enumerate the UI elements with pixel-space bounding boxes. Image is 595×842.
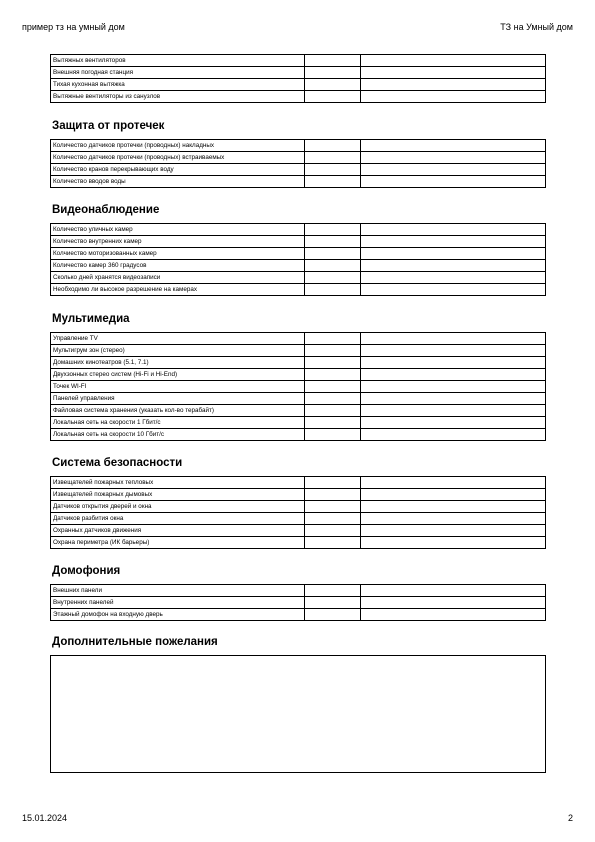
- table-row: [51, 609, 546, 621]
- notes-cell[interactable]: [361, 369, 546, 381]
- quantity-cell[interactable]: [305, 609, 361, 621]
- row-label: Количество внутренних камер: [51, 236, 305, 248]
- section-title-multimedia: Мультимедиа: [52, 313, 130, 325]
- table-row: [51, 525, 546, 537]
- table-row: [51, 152, 546, 164]
- security-table: [50, 476, 546, 549]
- row-label: Управление TV: [51, 333, 305, 345]
- leaks-table: [50, 139, 546, 188]
- notes-cell[interactable]: [361, 477, 546, 489]
- row-label: Датчиков открытия дверей и окна: [51, 501, 305, 513]
- page-number: 2: [567, 813, 573, 823]
- notes-cell[interactable]: [361, 357, 546, 369]
- table-row: [51, 284, 546, 296]
- quantity-cell[interactable]: [305, 248, 361, 260]
- quantity-cell[interactable]: [305, 176, 361, 188]
- row-label: Извещателей пожарных тепловых: [51, 477, 305, 489]
- table-row: [51, 357, 546, 369]
- notes-cell[interactable]: [361, 597, 546, 609]
- notes-cell[interactable]: [361, 345, 546, 357]
- table-row: [51, 513, 546, 525]
- section-title-security: Система безопасности: [52, 457, 183, 469]
- table-row: [51, 91, 546, 103]
- row-label: Охрана периметра (ИК барьеры): [51, 537, 305, 549]
- quantity-cell[interactable]: [305, 91, 361, 103]
- table-row: [51, 236, 546, 248]
- table-row: [51, 333, 546, 345]
- notes-cell[interactable]: [361, 140, 546, 152]
- notes-cell[interactable]: [361, 333, 546, 345]
- row-label: Количество камер 360 градусов: [51, 260, 305, 272]
- table-row: [51, 272, 546, 284]
- table-row: [51, 345, 546, 357]
- row-label: Вытяжных вентиляторов: [51, 55, 305, 67]
- notes-cell[interactable]: [361, 272, 546, 284]
- quantity-cell[interactable]: [305, 381, 361, 393]
- row-label: Количество вводов воды: [51, 176, 305, 188]
- table-row: [51, 224, 546, 236]
- multimedia-table: [50, 332, 546, 441]
- row-label: Количество датчиков протечки (проводных) накладных: [51, 140, 305, 152]
- footer-date: 15.01.2024: [22, 813, 68, 823]
- quantity-cell[interactable]: [305, 55, 361, 67]
- table-row: [51, 417, 546, 429]
- table-row: [51, 405, 546, 417]
- notes-cell[interactable]: [361, 55, 546, 67]
- quantity-cell[interactable]: [305, 501, 361, 513]
- table-row: [51, 501, 546, 513]
- notes-cell[interactable]: [361, 585, 546, 597]
- row-label: Охранных датчиков движения: [51, 525, 305, 537]
- row-label: Точек WI-FI: [51, 381, 305, 393]
- notes-cell[interactable]: [361, 164, 546, 176]
- quantity-cell[interactable]: [305, 429, 361, 441]
- quantity-cell[interactable]: [305, 513, 361, 525]
- row-label: Количество уличных камер: [51, 224, 305, 236]
- table-row: [51, 537, 546, 549]
- quantity-cell[interactable]: [305, 405, 361, 417]
- row-label: Вытяжные вентиляторы из санузлов: [51, 91, 305, 103]
- quantity-cell[interactable]: [305, 357, 361, 369]
- notes-cell[interactable]: [361, 609, 546, 621]
- row-label: Панелей управления: [51, 393, 305, 405]
- notes-cell[interactable]: [361, 429, 546, 441]
- quantity-cell[interactable]: [305, 67, 361, 79]
- quantity-cell[interactable]: [305, 272, 361, 284]
- row-label: Сколько дней хранятся видеозаписи: [51, 272, 305, 284]
- wishes-text-box[interactable]: [50, 655, 546, 773]
- section-title-wishes: Дополнительные пожелания: [52, 636, 218, 648]
- notes-cell[interactable]: [361, 525, 546, 537]
- quantity-cell[interactable]: [305, 537, 361, 549]
- section-title-intercom: Домофония: [52, 565, 121, 577]
- table-row: [51, 429, 546, 441]
- row-label: Колчиество моторизованных камер: [51, 248, 305, 260]
- notes-cell[interactable]: [361, 248, 546, 260]
- quantity-cell[interactable]: [305, 369, 361, 381]
- notes-cell[interactable]: [361, 537, 546, 549]
- table-row: [51, 597, 546, 609]
- quantity-cell[interactable]: [305, 152, 361, 164]
- row-label: Домашних кинотеатров (5.1, 7.1): [51, 357, 305, 369]
- notes-cell[interactable]: [361, 393, 546, 405]
- notes-cell[interactable]: [361, 224, 546, 236]
- table-row: [51, 585, 546, 597]
- notes-cell[interactable]: [361, 79, 546, 91]
- quantity-cell[interactable]: [305, 597, 361, 609]
- notes-cell[interactable]: [361, 176, 546, 188]
- table-row: [51, 369, 546, 381]
- row-label: Тихая кухонная вытяжка: [51, 79, 305, 91]
- notes-cell[interactable]: [361, 405, 546, 417]
- quantity-cell[interactable]: [305, 224, 361, 236]
- quantity-cell[interactable]: [305, 585, 361, 597]
- quantity-cell[interactable]: [305, 417, 361, 429]
- quantity-cell[interactable]: [305, 284, 361, 296]
- row-label: Внешняя погодная станция: [51, 67, 305, 79]
- table-row: [51, 176, 546, 188]
- notes-cell[interactable]: [361, 513, 546, 525]
- quantity-cell[interactable]: [305, 236, 361, 248]
- row-label: Локальная сеть на скорости 1 Гбит/с: [51, 417, 305, 429]
- quantity-cell[interactable]: [305, 333, 361, 345]
- table-row: [51, 393, 546, 405]
- row-label: Извещателей пожарных дымовых: [51, 489, 305, 501]
- quantity-cell[interactable]: [305, 164, 361, 176]
- notes-cell[interactable]: [361, 260, 546, 272]
- table-row: [51, 489, 546, 501]
- intercom-table: [50, 584, 546, 621]
- notes-cell[interactable]: [361, 91, 546, 103]
- quantity-cell[interactable]: [305, 260, 361, 272]
- row-label: Двухзонных стерео систем (Hi-Fi и Hi-End): [51, 369, 305, 381]
- table-row: [51, 381, 546, 393]
- ventilation-table: [50, 54, 546, 103]
- table-row: [51, 67, 546, 79]
- notes-cell[interactable]: [361, 417, 546, 429]
- row-label: Датчиков разбития окна: [51, 513, 305, 525]
- quantity-cell[interactable]: [305, 393, 361, 405]
- notes-cell[interactable]: [361, 489, 546, 501]
- quantity-cell[interactable]: [305, 345, 361, 357]
- quantity-cell[interactable]: [305, 140, 361, 152]
- notes-cell[interactable]: [361, 152, 546, 164]
- table-row: [51, 477, 546, 489]
- table-row: [51, 79, 546, 91]
- section-title-leaks: Защита от протечек: [52, 120, 165, 132]
- row-label: Этажный домофон на входную дверь: [51, 609, 305, 621]
- table-row: [51, 140, 546, 152]
- notes-cell[interactable]: [361, 67, 546, 79]
- table-row: [51, 248, 546, 260]
- row-label: Внутренних панелей: [51, 597, 305, 609]
- table-row: [51, 260, 546, 272]
- row-label: Мультигрум зон (стерео): [51, 345, 305, 357]
- notes-cell[interactable]: [361, 381, 546, 393]
- notes-cell[interactable]: [361, 284, 546, 296]
- quantity-cell[interactable]: [305, 489, 361, 501]
- row-label: Внешних панели: [51, 585, 305, 597]
- row-label: Необходимо ли высокое разрешение на камерах: [51, 284, 305, 296]
- video-table: [50, 223, 546, 296]
- row-label: Локальная сеть на скорости 10 Гбит/с: [51, 429, 305, 441]
- header-doc-name: пример тз на умный дом: [22, 22, 125, 32]
- quantity-cell[interactable]: [305, 79, 361, 91]
- row-label: Количество датчиков протечки (проводных) встраиваемых: [51, 152, 305, 164]
- row-label: Файловая система хранения (указать кол-во терабайт): [51, 405, 305, 417]
- row-label: Количество кранов перекрывающих воду: [51, 164, 305, 176]
- table-row: [51, 55, 546, 67]
- header-doc-title: ТЗ на Умный дом: [500, 22, 573, 32]
- notes-cell[interactable]: [361, 236, 546, 248]
- section-title-video: Видеонаблюдение: [52, 204, 160, 216]
- quantity-cell[interactable]: [305, 525, 361, 537]
- notes-cell[interactable]: [361, 501, 546, 513]
- table-row: [51, 164, 546, 176]
- quantity-cell[interactable]: [305, 477, 361, 489]
